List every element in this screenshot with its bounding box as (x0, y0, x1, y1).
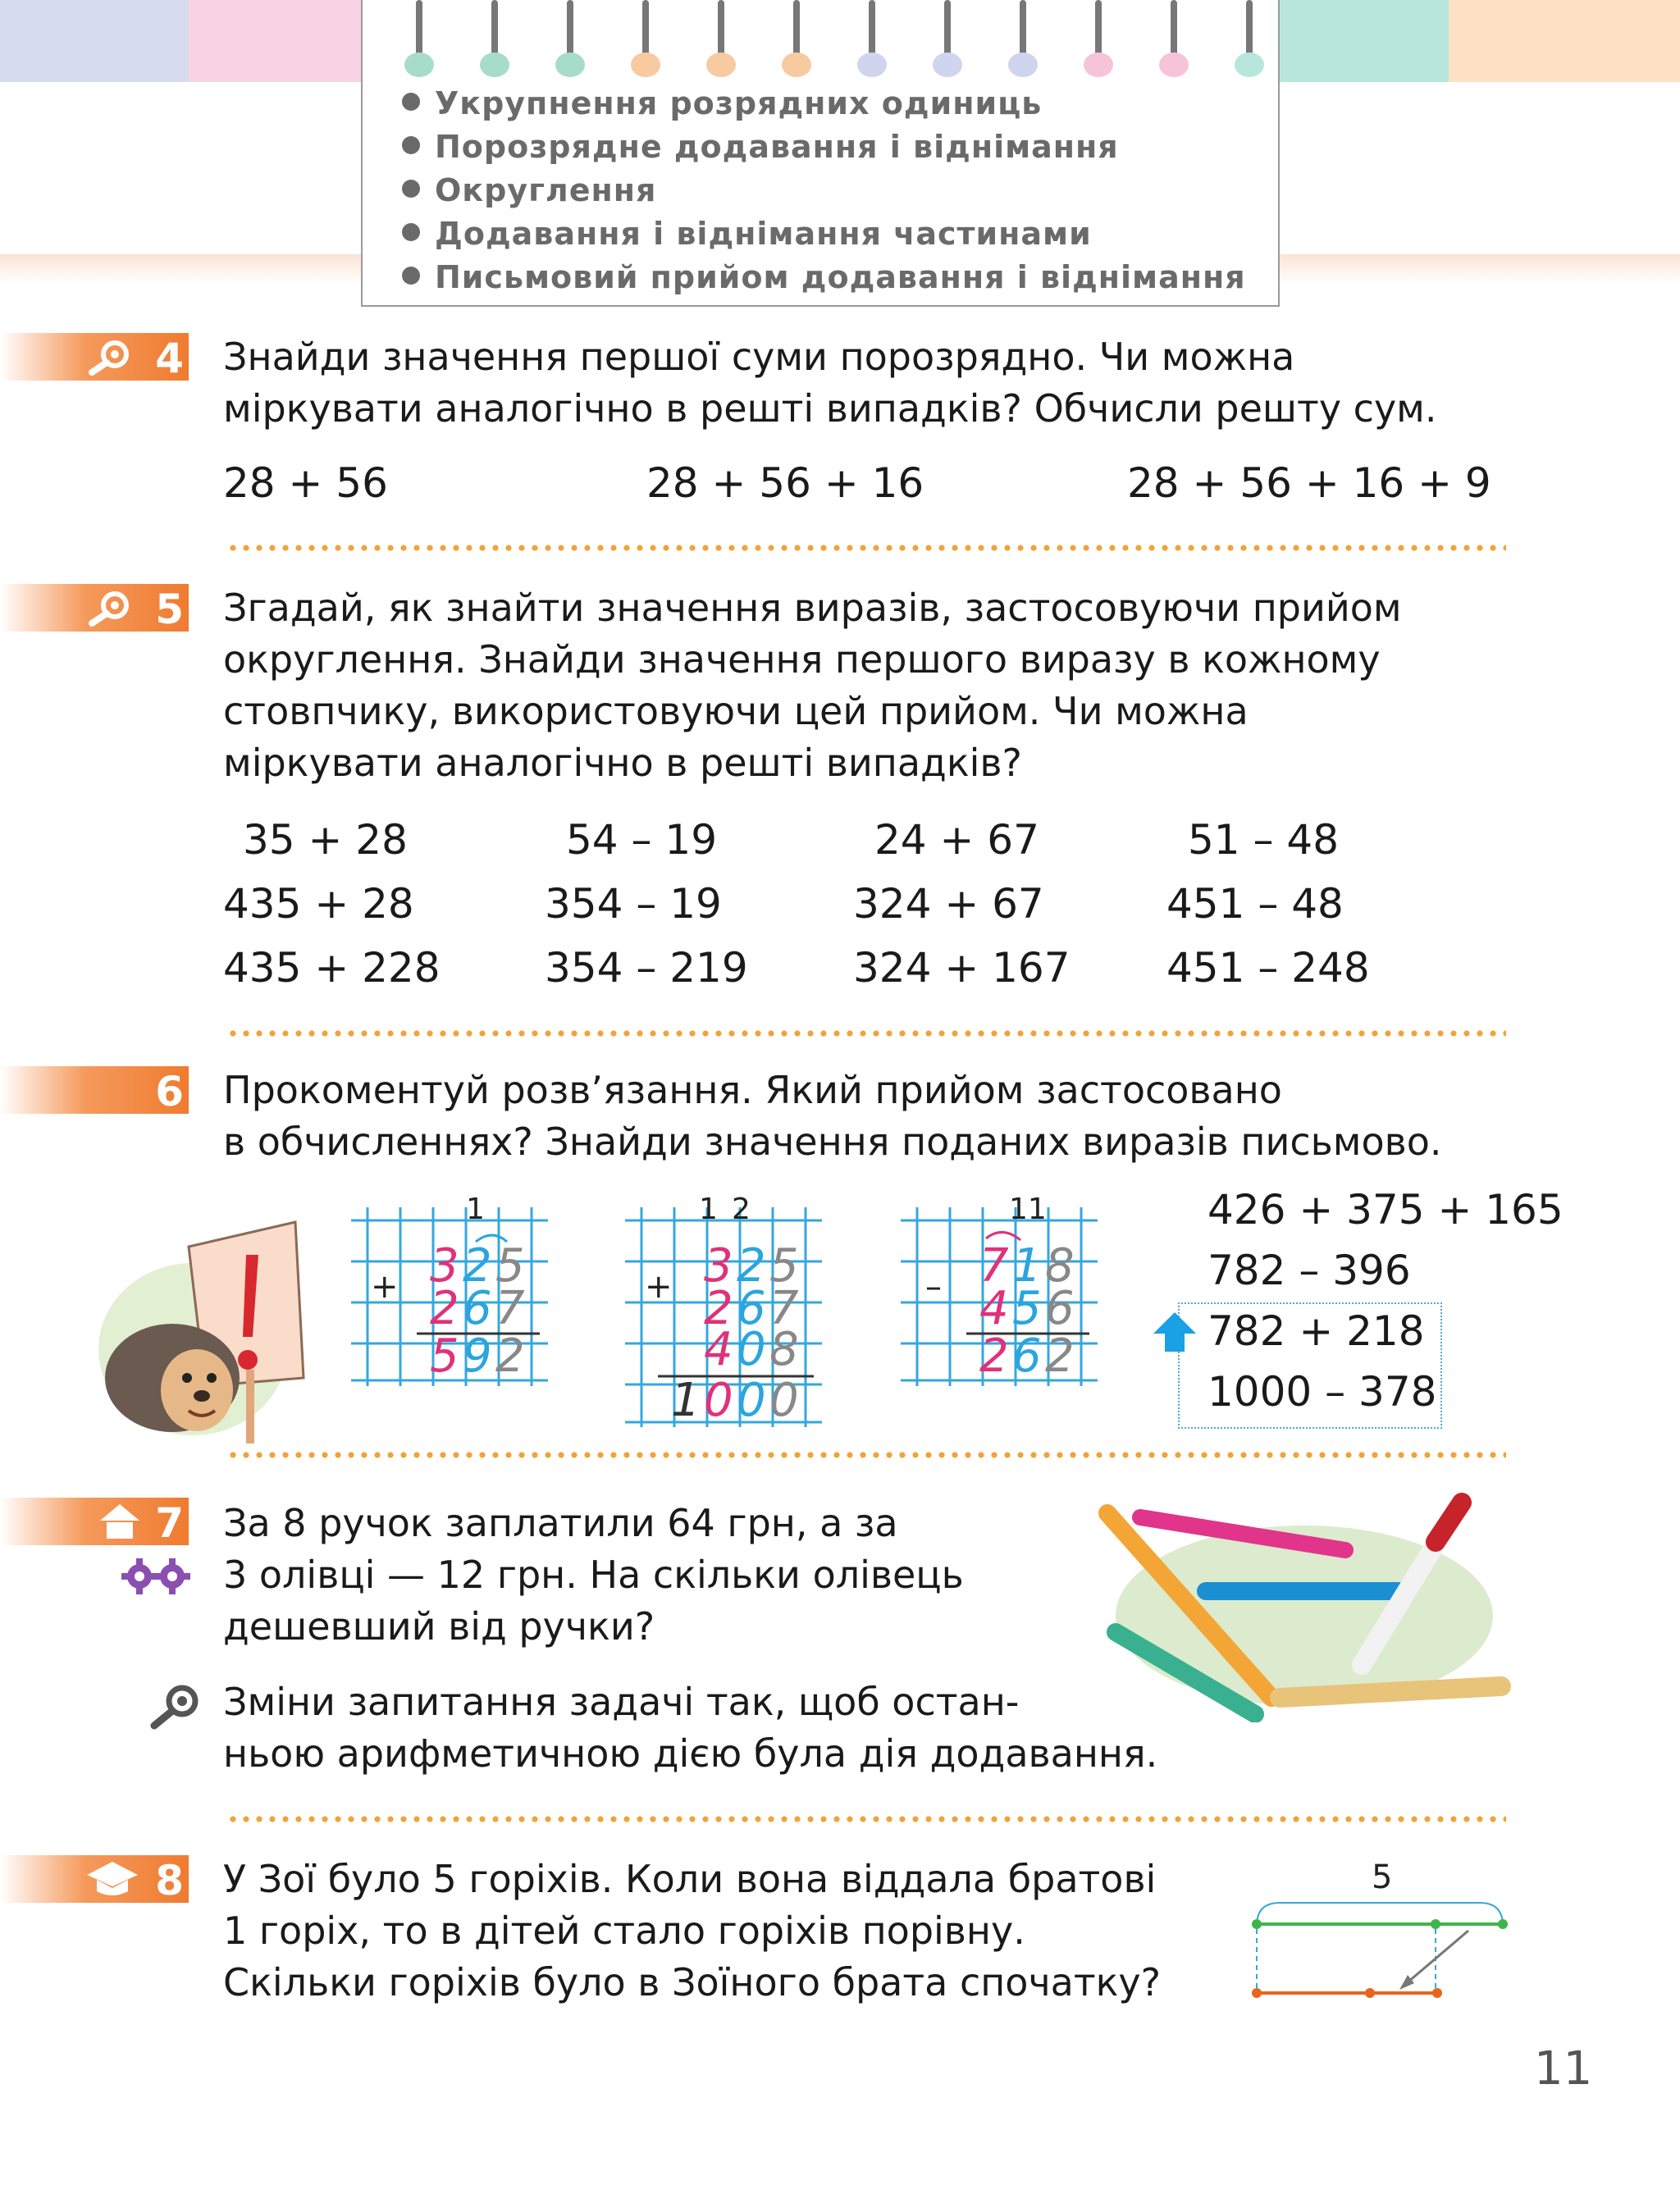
task-5-expr: 435 + 228 (223, 944, 441, 992)
sign: + (645, 1268, 673, 1306)
digit: 7 (979, 1239, 1009, 1293)
carry-digit: 11 (1009, 1196, 1047, 1226)
carry-digit: 2 (732, 1196, 751, 1226)
topic-item: Порозрядне додавання і віднімання (402, 129, 1119, 165)
calc-grid-3 (901, 1196, 1104, 1386)
digit: 0 (704, 1374, 733, 1427)
task-4-text: Знайди значення першої суми порозрядно. Чи можна міркувати аналогічно в решті випадків? Обчисли решту сум. (223, 335, 1437, 431)
page-number: 11 (1534, 2042, 1593, 2096)
digit: 3 (430, 1239, 459, 1293)
digit: 2 (737, 1239, 766, 1293)
task-5-text: Згадай, як знайти значення виразів, застосовуючи прийом округлення. Знайди значення першого виразу в кожному стовпчику, використовуючи цей прийом. Чи можна міркувати аналогічно в решті випадків? (223, 586, 1402, 785)
task-6-expr: 782 + 218 (1208, 1307, 1425, 1355)
digit: 2 (1045, 1329, 1075, 1383)
magnifier-icon (146, 1681, 205, 1731)
digit: 8 (769, 1323, 799, 1376)
digit: 2 (495, 1329, 525, 1383)
dotted-divider (226, 1816, 1506, 1822)
digit: 2 (704, 1282, 733, 1335)
dotted-divider (226, 1452, 1506, 1458)
topic-item: Додавання і віднімання частинами (402, 216, 1092, 252)
sign: + (371, 1268, 399, 1306)
digit: 9 (463, 1329, 492, 1383)
header-band-blue (0, 0, 189, 82)
magnifier-icon (85, 589, 135, 627)
digit: 5 (430, 1329, 459, 1383)
task-6-expr: 426 + 375 + 165 (1208, 1186, 1564, 1234)
topic-item: Письмовий прийом додавання і віднімання (402, 259, 1246, 295)
digit: 5 (769, 1239, 799, 1293)
task-5-expr: 35 + 28 (243, 816, 408, 864)
digit: 4 (979, 1282, 1009, 1335)
task-7-tab (0, 1498, 189, 1545)
task-5-tab (0, 584, 189, 632)
task-4-expr: 28 + 56 + 16 + 9 (1127, 459, 1491, 507)
task-number: 6 (155, 1068, 184, 1115)
digit: 2 (463, 1239, 492, 1293)
task-5-expr: 354 – 219 (545, 944, 748, 992)
graduation-cap-icon (85, 1860, 139, 1900)
topic-item: Укрупнення розрядних одиниць (402, 85, 1042, 121)
task-number: 8 (155, 1857, 184, 1904)
dotted-divider (226, 545, 1506, 551)
task-5-expr: 24 + 67 (874, 816, 1039, 864)
digit: 2 (430, 1282, 459, 1335)
header-band-pink (189, 0, 361, 82)
digit: 6 (737, 1282, 766, 1335)
sign: – (925, 1268, 942, 1306)
digit: 3 (704, 1239, 733, 1293)
task-6-text: Прокоментуй розв’язання. Який прийом застосовано в обчисленнях? Знайди значення поданих виразів письмово. (223, 1068, 1442, 1164)
task-5-expr: 435 + 28 (223, 880, 414, 928)
task-6-tab (0, 1066, 189, 1114)
digit: 8 (1045, 1239, 1075, 1293)
digit: 1 (1012, 1239, 1042, 1293)
hedgehog-sign-illustration (90, 1214, 312, 1452)
digit: 1 (671, 1374, 701, 1427)
task-4-expr: 28 + 56 (223, 459, 388, 507)
task-8-tab (0, 1855, 189, 1903)
pens-pencils-illustration (1091, 1493, 1518, 1722)
task-number: 7 (155, 1499, 184, 1547)
task-4-tab (0, 333, 189, 381)
dotted-divider (226, 1030, 1506, 1037)
digit: 7 (769, 1282, 799, 1335)
task-7-text: За 8 ручок заплатили 64 грн, а за 3 олівці — 12 грн. На скільки олівець дешевший від ручки? (223, 1501, 964, 1649)
task-7-extra-text: Зміни запитання задачі так, щоб остан- ньою арифметичною дією була дія додавання. (223, 1680, 1158, 1776)
task-5-expr: 451 – 248 (1166, 944, 1370, 992)
digit: 4 (704, 1323, 733, 1376)
home-arrow-icon (1152, 1311, 1198, 1353)
calc-grid-1 (351, 1196, 555, 1386)
task-5-expr: 354 – 19 (545, 880, 722, 928)
gears-icon (121, 1555, 190, 1598)
digit: 6 (1045, 1282, 1075, 1335)
house-icon (98, 1501, 141, 1540)
digit: 0 (737, 1323, 766, 1376)
task-5-expr: 451 – 48 (1166, 880, 1344, 928)
task-5-expr: 54 – 19 (566, 816, 718, 864)
topic-item: Округлення (402, 172, 656, 208)
task-4-expr: 28 + 56 + 16 (646, 459, 924, 507)
digit: 0 (769, 1374, 799, 1427)
header-band-mint (1276, 0, 1449, 82)
header-band-peach (1449, 0, 1680, 82)
digit: 6 (1012, 1329, 1042, 1383)
digit: 5 (495, 1239, 525, 1293)
task-5-expr: 51 – 48 (1188, 816, 1340, 864)
task-8-text: У Зої було 5 горіхів. Коли вона віддала братові 1 горіх, то в дітей стало горіхів порівну. Скільки горіхів було в Зоїного брата спочатку? (223, 1857, 1162, 2004)
task-number: 4 (155, 335, 184, 382)
segment-diagram (1247, 1855, 1518, 2006)
diagram-label: 5 (1372, 1859, 1393, 1896)
digit: 0 (737, 1374, 766, 1427)
task-5-expr: 324 + 167 (853, 944, 1071, 992)
carry-digit: 1 (699, 1196, 718, 1226)
magnifier-icon (85, 338, 135, 376)
task-5-expr: 324 + 67 (853, 880, 1044, 928)
digit: 7 (495, 1282, 525, 1335)
calc-grid-2 (625, 1196, 829, 1427)
task-number: 5 (155, 586, 184, 633)
digit: 5 (1012, 1282, 1042, 1335)
task-6-expr: 782 – 396 (1208, 1247, 1411, 1294)
digit: 6 (463, 1282, 492, 1335)
carry-digit: 1 (466, 1196, 485, 1226)
task-6-expr: 1000 – 378 (1208, 1368, 1437, 1416)
digit: 2 (979, 1329, 1009, 1383)
